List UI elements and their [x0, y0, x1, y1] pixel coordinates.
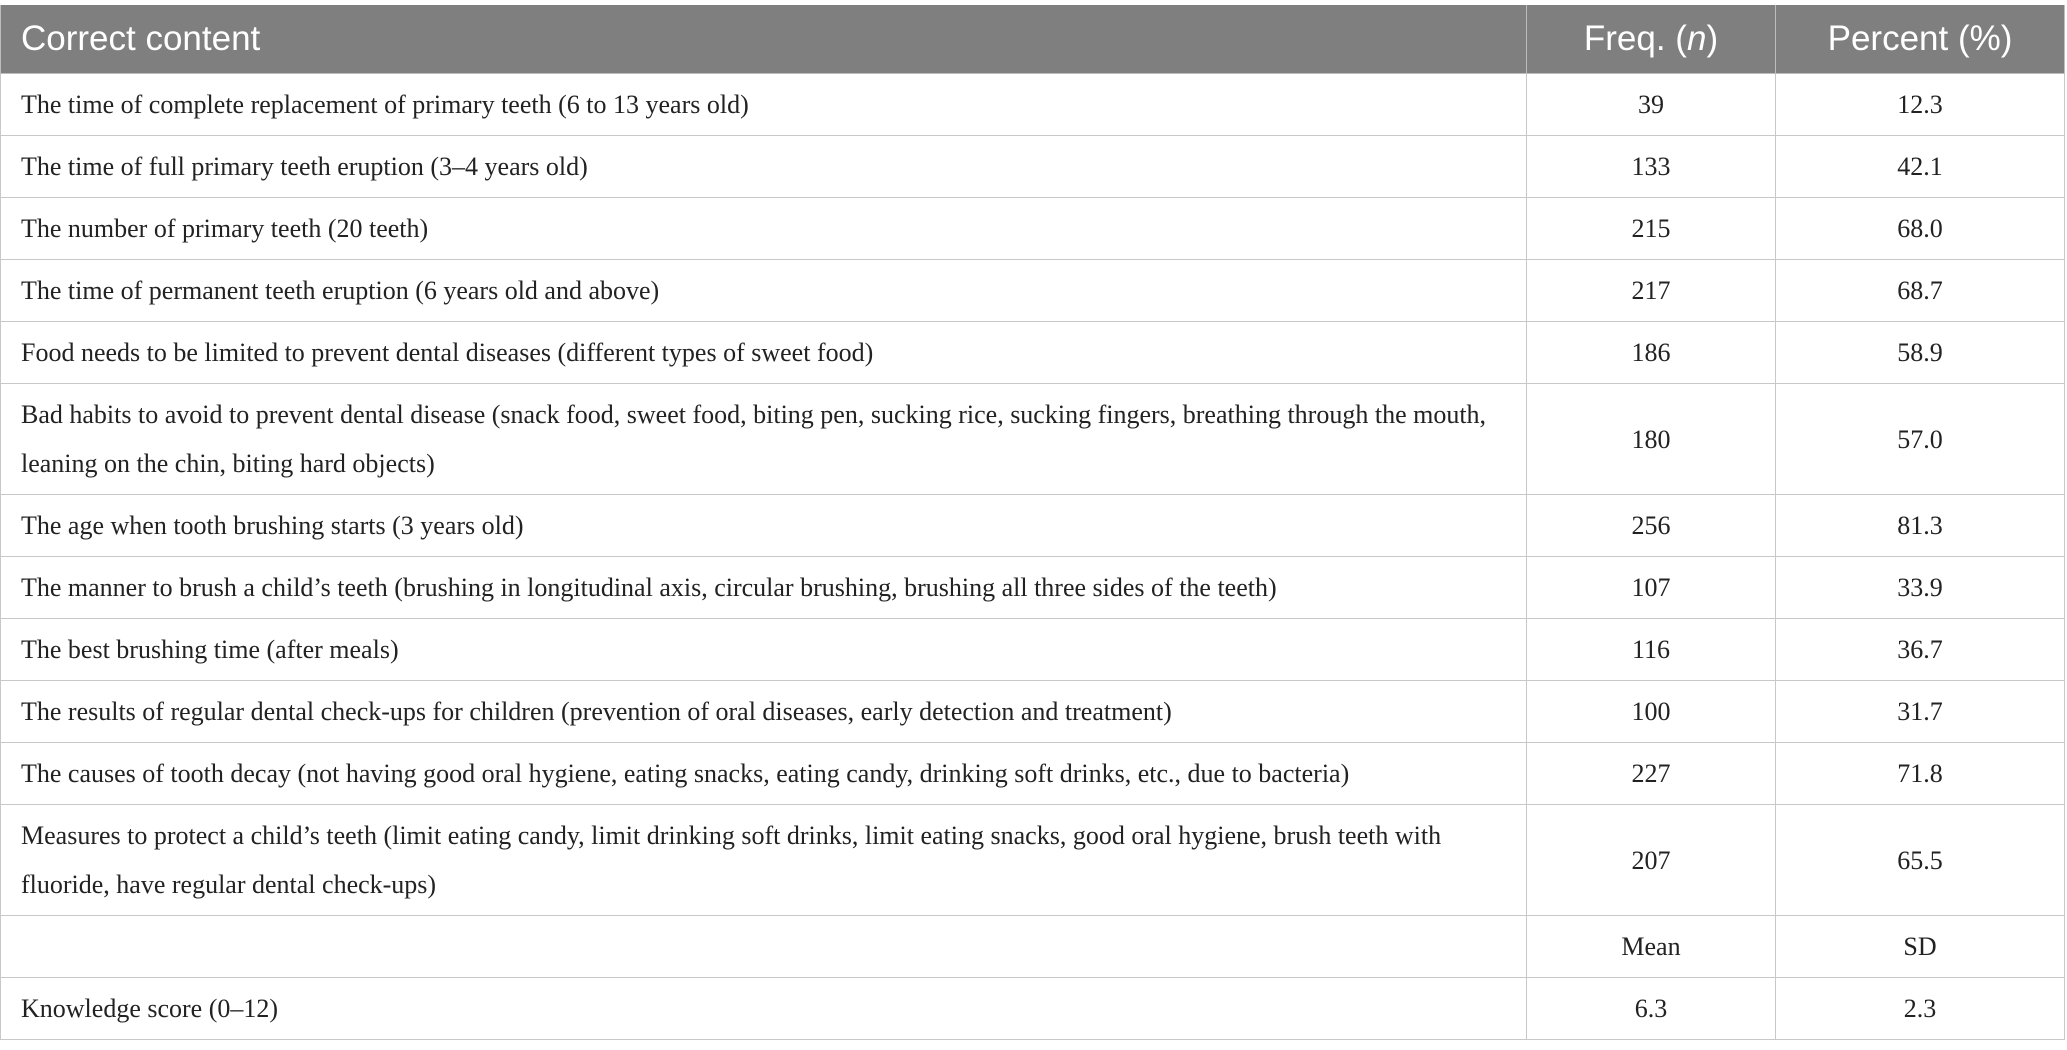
row-percent: 42.1: [1776, 136, 2065, 198]
row-content: Measures to protect a child’s teeth (limit eating candy, limit drinking soft drinks, limit eating snacks, good oral hygiene, brush teeth with fluoride, have regular dental check-ups): [1, 805, 1527, 916]
row-percent: 68.7: [1776, 260, 2065, 322]
header-frequency-n: n: [1686, 19, 1707, 58]
summary-label: Knowledge score (0–12): [1, 978, 1527, 1040]
row-frequency: 39: [1527, 74, 1776, 136]
row-frequency: 217: [1527, 260, 1776, 322]
table-row: [1, 805, 2065, 916]
summary-sd-value: 2.3: [1776, 978, 2065, 1040]
knowledge-table: [0, 5, 2065, 1040]
row-frequency: 116: [1527, 619, 1776, 681]
row-percent: 36.7: [1776, 619, 2065, 681]
row-frequency: 227: [1527, 743, 1776, 805]
row-frequency: 100: [1527, 681, 1776, 743]
row-frequency: 207: [1527, 805, 1776, 916]
row-frequency: 180: [1527, 384, 1776, 495]
summary-header-empty: [1, 916, 1527, 978]
row-content: The causes of tooth decay (not having good oral hygiene, eating snacks, eating candy, drinking soft drinks, etc., due to bacteria): [1, 743, 1527, 805]
row-content: The time of full primary teeth eruption (3–4 years old): [1, 136, 1527, 198]
row-content: The best brushing time (after meals): [1, 619, 1527, 681]
header-correct-content: Correct content: [1, 5, 1527, 74]
knowledge-table-container: [0, 5, 2067, 1040]
header-frequency-suffix: ): [1706, 19, 1719, 58]
row-percent: 68.0: [1776, 198, 2065, 260]
row-content: The manner to brush a child’s teeth (brushing in longitudinal axis, circular brushing, brushing all three sides of the teeth): [1, 557, 1527, 619]
row-frequency: 107: [1527, 557, 1776, 619]
row-percent: 81.3: [1776, 495, 2065, 557]
table-row: [1, 495, 2065, 557]
table-header-row: [1, 5, 2065, 74]
table-row: [1, 322, 2065, 384]
summary-header-sd: SD: [1776, 916, 2065, 978]
row-content: Food needs to be limited to prevent dental diseases (different types of sweet food): [1, 322, 1527, 384]
row-content: The age when tooth brushing starts (3 years old): [1, 495, 1527, 557]
table-row: [1, 260, 2065, 322]
row-content: The number of primary teeth (20 teeth): [1, 198, 1527, 260]
header-frequency: [1527, 5, 1776, 74]
row-percent: 57.0: [1776, 384, 2065, 495]
header-percent: Percent (%): [1776, 5, 2065, 74]
table-row: [1, 743, 2065, 805]
row-content: Bad habits to avoid to prevent dental disease (snack food, sweet food, biting pen, sucking rice, sucking fingers, breathing through the mouth, leaning on the chin, biting hard objects): [1, 384, 1527, 495]
summary-row: [1, 978, 2065, 1040]
summary-header-mean: Mean: [1527, 916, 1776, 978]
table-row: [1, 384, 2065, 495]
row-percent: 12.3: [1776, 74, 2065, 136]
row-percent: 71.8: [1776, 743, 2065, 805]
summary-mean-value: 6.3: [1527, 978, 1776, 1040]
row-content: The time of permanent teeth eruption (6 years old and above): [1, 260, 1527, 322]
row-frequency: 215: [1527, 198, 1776, 260]
summary-header-row: [1, 916, 2065, 978]
row-frequency: 133: [1527, 136, 1776, 198]
row-frequency: 256: [1527, 495, 1776, 557]
table-row: [1, 557, 2065, 619]
row-percent: 33.9: [1776, 557, 2065, 619]
row-percent: 31.7: [1776, 681, 2065, 743]
table-row: [1, 198, 2065, 260]
table-row: [1, 74, 2065, 136]
row-percent: 58.9: [1776, 322, 2065, 384]
table-row: [1, 619, 2065, 681]
header-frequency-prefix: Freq. (: [1583, 19, 1687, 58]
row-content: The time of complete replacement of primary teeth (6 to 13 years old): [1, 74, 1527, 136]
row-percent: 65.5: [1776, 805, 2065, 916]
table-row: [1, 681, 2065, 743]
row-content: The results of regular dental check-ups for children (prevention of oral diseases, early detection and treatment): [1, 681, 1527, 743]
table-row: [1, 136, 2065, 198]
row-frequency: 186: [1527, 322, 1776, 384]
